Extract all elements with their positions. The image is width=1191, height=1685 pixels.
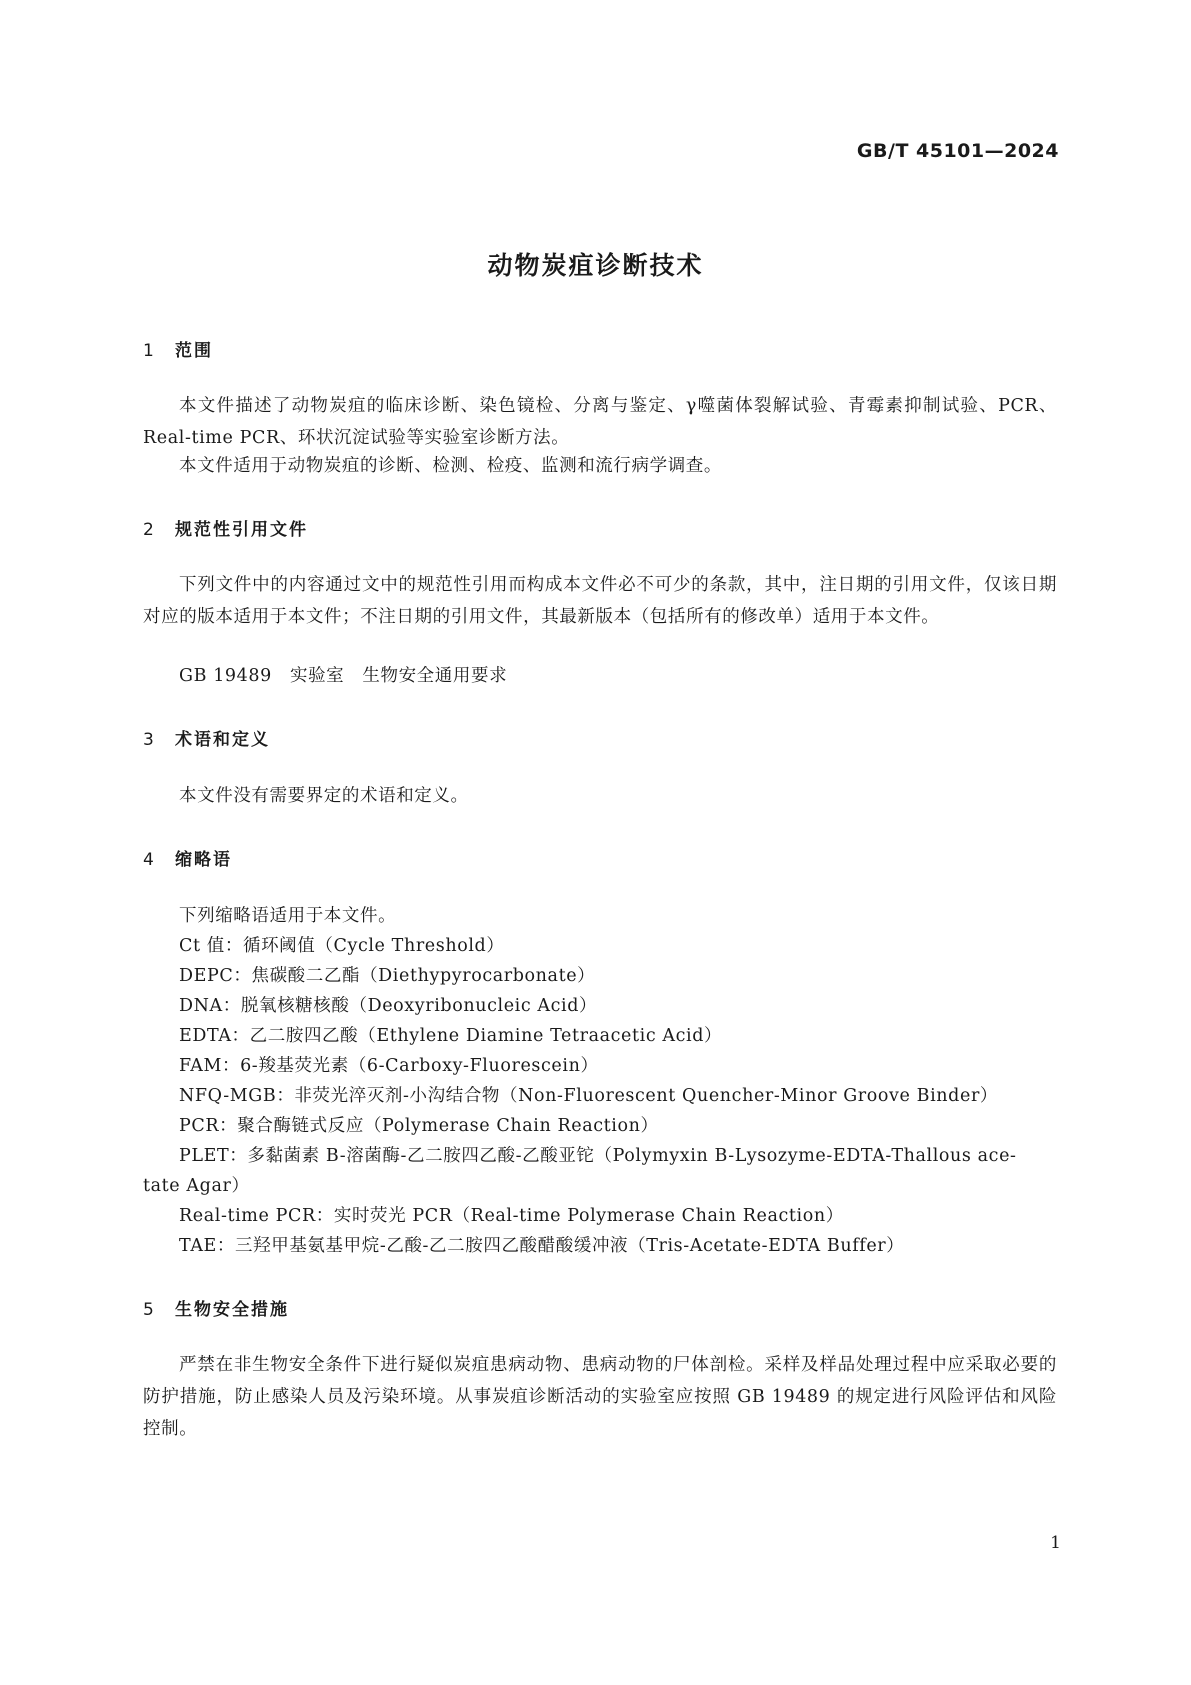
section-title: 生物安全措施 xyxy=(175,1300,289,1320)
section-title: 缩略语 xyxy=(175,850,232,870)
document-title: 动物炭疽诊断技术 xyxy=(487,251,704,280)
section-title: 术语和定义 xyxy=(175,730,270,750)
section-number: 3 xyxy=(143,730,156,750)
abbreviation-item: DNA：脱氧核糖核酸（Deoxyribonucleic Acid） xyxy=(179,996,598,1016)
section-heading-terms xyxy=(143,725,270,750)
normative-reference: GB 19489 实验室 生物安全通用要求 xyxy=(179,666,508,686)
scope-paragraph-2: 本文件适用于动物炭疽的诊断、检测、检疫、监测和流行病学调查。 xyxy=(179,456,722,476)
abbreviations-intro: 下列缩略语适用于本文件。 xyxy=(179,906,397,926)
biosafety-paragraph-1: 严禁在非生物安全条件下进行疑似炭疽患病动物、患病动物的尸体剖检。采样及样品处理过程中应采取必要的防护措施，防止感染人员及污染环境。从事炭疽诊断活动的实验室应按照 GB 19489 的规定进行风险评估和风险控制。 xyxy=(143,1355,1057,1439)
standard-number: GB/T 45101—2024 xyxy=(856,140,1059,162)
abbreviation-item: Ct 值：循环阈值（Cycle Threshold） xyxy=(179,936,505,956)
abbreviation-item: Real-time PCR：实时荧光 PCR（Real-time Polymerase Chain Reaction） xyxy=(179,1206,844,1226)
section-number: 1 xyxy=(143,341,156,361)
abbreviation-item: DEPC：焦碳酸二乙酯（Diethypyrocarbonate） xyxy=(179,966,596,986)
abbreviation-item: EDTA：乙二胺四乙酸（Ethylene Diamine Tetraacetic Acid） xyxy=(179,1026,723,1046)
abbreviation-item-continuation: tate Agar） xyxy=(143,1176,250,1196)
section-number: 5 xyxy=(143,1300,156,1320)
section-heading-normative xyxy=(143,515,308,540)
page-number: 1 xyxy=(1050,1533,1061,1553)
abbreviation-item: PLET：多黏菌素 B-溶菌酶-乙二胺四乙酸-乙酸亚铊（Polymyxin B-Lysozyme-EDTA-Thallous ace- xyxy=(179,1146,1017,1166)
normative-paragraph-1: 下列文件中的内容通过文中的规范性引用而构成本文件必不可少的条款，其中，注日期的引用文件，仅该日期对应的版本适用于本文件；不注日期的引用文件，其最新版本（包括所有的修改单）适用于本文件。 xyxy=(143,575,1057,627)
section-heading-biosafety xyxy=(143,1295,289,1320)
abbreviation-item: TAE：三羟甲基氨基甲烷-乙酸-乙二胺四乙酸醋酸缓冲液（Tris-Acetate-EDTA Buffer） xyxy=(179,1236,905,1256)
abbreviation-item: FAM：6-羧基荧光素（6-Carboxy-Fluorescein） xyxy=(179,1056,599,1076)
section-heading-abbreviations xyxy=(143,845,232,870)
section-heading-scope xyxy=(143,336,213,361)
section-title: 范围 xyxy=(175,341,213,361)
scope-paragraph-1: 本文件描述了动物炭疽的临床诊断、染色镜检、分离与鉴定、γ噬菌体裂解试验、青霉素抑制试验、PCR、Real-time PCR、环状沉淀试验等实验室诊断方法。 xyxy=(143,396,1057,448)
abbreviation-item: PCR：聚合酶链式反应（Polymerase Chain Reaction） xyxy=(179,1116,659,1136)
terms-paragraph-1: 本文件没有需要界定的术语和定义。 xyxy=(179,786,469,806)
section-number: 2 xyxy=(143,520,156,540)
section-title: 规范性引用文件 xyxy=(175,520,308,540)
abbreviation-item: NFQ-MGB：非荧光淬灭剂-小沟结合物（Non-Fluorescent Quencher-Minor Groove Binder） xyxy=(179,1086,999,1106)
section-number: 4 xyxy=(143,850,156,870)
